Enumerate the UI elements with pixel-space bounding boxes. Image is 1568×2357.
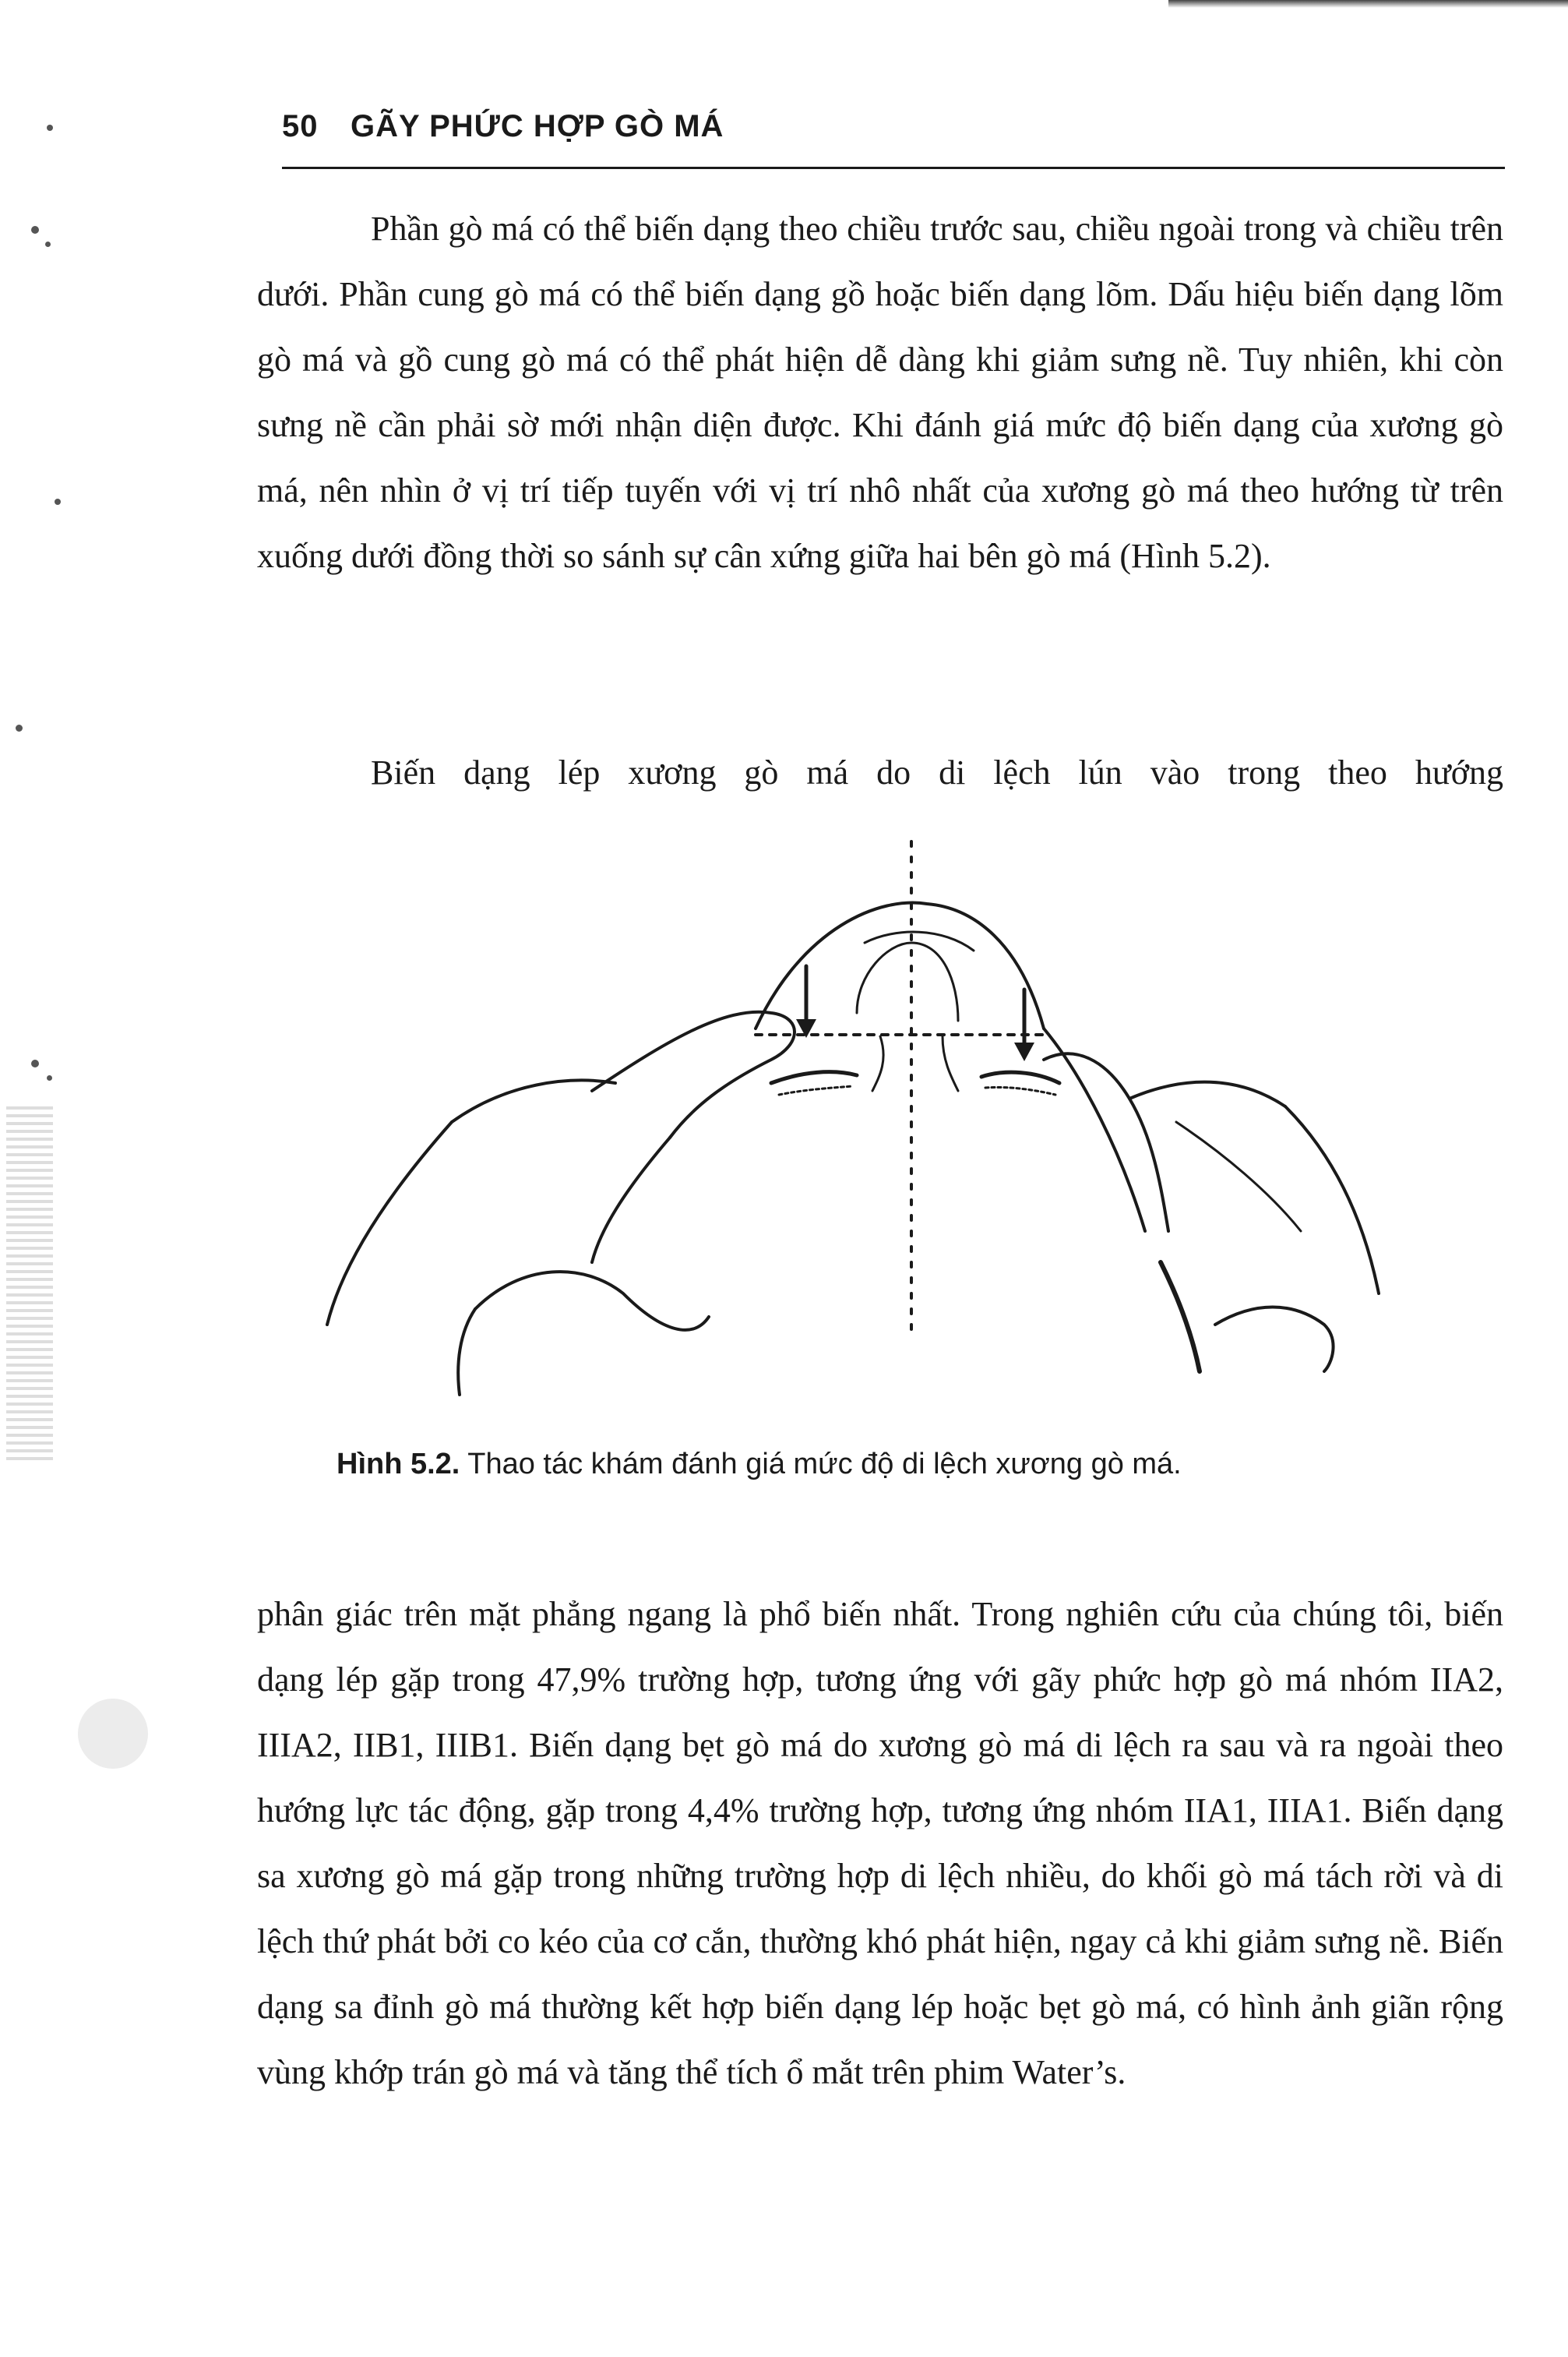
page-number: 50 xyxy=(282,109,319,143)
scan-margin-artifacts xyxy=(0,0,109,2357)
right-arrow-head xyxy=(1014,1043,1034,1061)
scan-edge-shadow xyxy=(1168,0,1568,8)
paragraph-3: phân giác trên mặt phẳng ngang là phổ biến nhất. Trong nghiên cứu của chúng tôi, biến dạng lép gặp trong 47,9% trường hợp, tương ứng với gãy phức hợp gò má nhóm IIA2, IIIA2, IIB1, IIIB1. Biến dạng bẹt gò má do xương gò má di lệch ra sau và ra ngoài theo hướng lực tác động, gặp trong 4,4% trường hợp, tương ứng nhóm IIA1, IIIA1. Biến dạng sa xương gò má gặp trong những trường hợp di lệch nhiều, do khối gò má tách rời và di lệch thứ phát bởi co kéo của cơ cắn, thường khó phát hiện, ngay cả khi giảm sưng nề. Biến dạng sa đỉnh gò má thường kết hợp biến dạng lép hoặc bẹt gò má, có hình ảnh giãn rộng vùng khớp trán gò má và tăng thể tích ổ mắt trên phim Water’s. xyxy=(257,1595,1503,2091)
nose-outline xyxy=(857,943,958,1021)
caption-label: Hình 5.2. xyxy=(337,1448,460,1480)
left-hand-back xyxy=(452,1081,615,1122)
paragraph-2: Biến dạng lép xương gò má do di lệch lún vào trong theo hướng xyxy=(371,753,1503,792)
header-rule xyxy=(282,167,1505,169)
right-lower-curve xyxy=(1215,1307,1334,1372)
left-finger-upper xyxy=(592,1012,795,1138)
forehead-outline xyxy=(756,903,1044,1029)
right-hand-edge xyxy=(1285,1106,1379,1293)
right-thumb-line xyxy=(1161,1262,1200,1371)
right-finger-upper xyxy=(1044,1053,1168,1231)
nose-right xyxy=(943,1036,958,1091)
caption-text: Thao tác khám đánh giá mức độ di lệch xương gò má. xyxy=(460,1448,1182,1480)
left-eye-lashes xyxy=(779,1086,853,1095)
brow-curve xyxy=(865,932,974,951)
right-eye-upper xyxy=(981,1072,1059,1083)
paragraph-1: Phần gò má có thể biến dạng theo chiều trước sau, chiều ngoài trong và chiều trên dưới. Phần cung gò má có thể biến dạng gồ hoặc biến dạng lõm. Dấu hiệu biến dạng lõm gò má và gồ cung gò má có thể phát hiện dễ dàng khi giảm sưng nề. Tuy nhiên, khi còn sưng nề cần phải sờ mới nhận diện được. Khi đánh giá mức độ biến dạng của xương gò má, nên nhìn ở vị trí tiếp tuyến với vị trí nhô nhất của xương gò má theo hướng từ trên xuống dưới đồng thời so sánh sự cân xứng giữa hai bên gò má (Hình 5.2). xyxy=(257,210,1503,575)
left-lower-curve xyxy=(475,1272,709,1330)
running-header xyxy=(282,101,1503,164)
left-eye-upper xyxy=(771,1072,857,1083)
figure-caption xyxy=(337,1448,1182,1481)
right-eye-lashes xyxy=(985,1087,1055,1095)
chapter-title: GÃY PHỨC HỢP GÒ MÁ xyxy=(351,109,724,143)
right-temple-line xyxy=(1044,1029,1145,1231)
examination-drawing xyxy=(257,826,1503,1434)
left-lower-edge xyxy=(458,1309,475,1395)
right-finger-crease xyxy=(1176,1122,1301,1231)
right-hand-back xyxy=(1129,1082,1285,1106)
nose-left xyxy=(872,1036,883,1091)
figure-illustration xyxy=(257,826,1503,1434)
left-hand-edge xyxy=(327,1122,452,1325)
left-thumb-line xyxy=(592,1138,670,1262)
